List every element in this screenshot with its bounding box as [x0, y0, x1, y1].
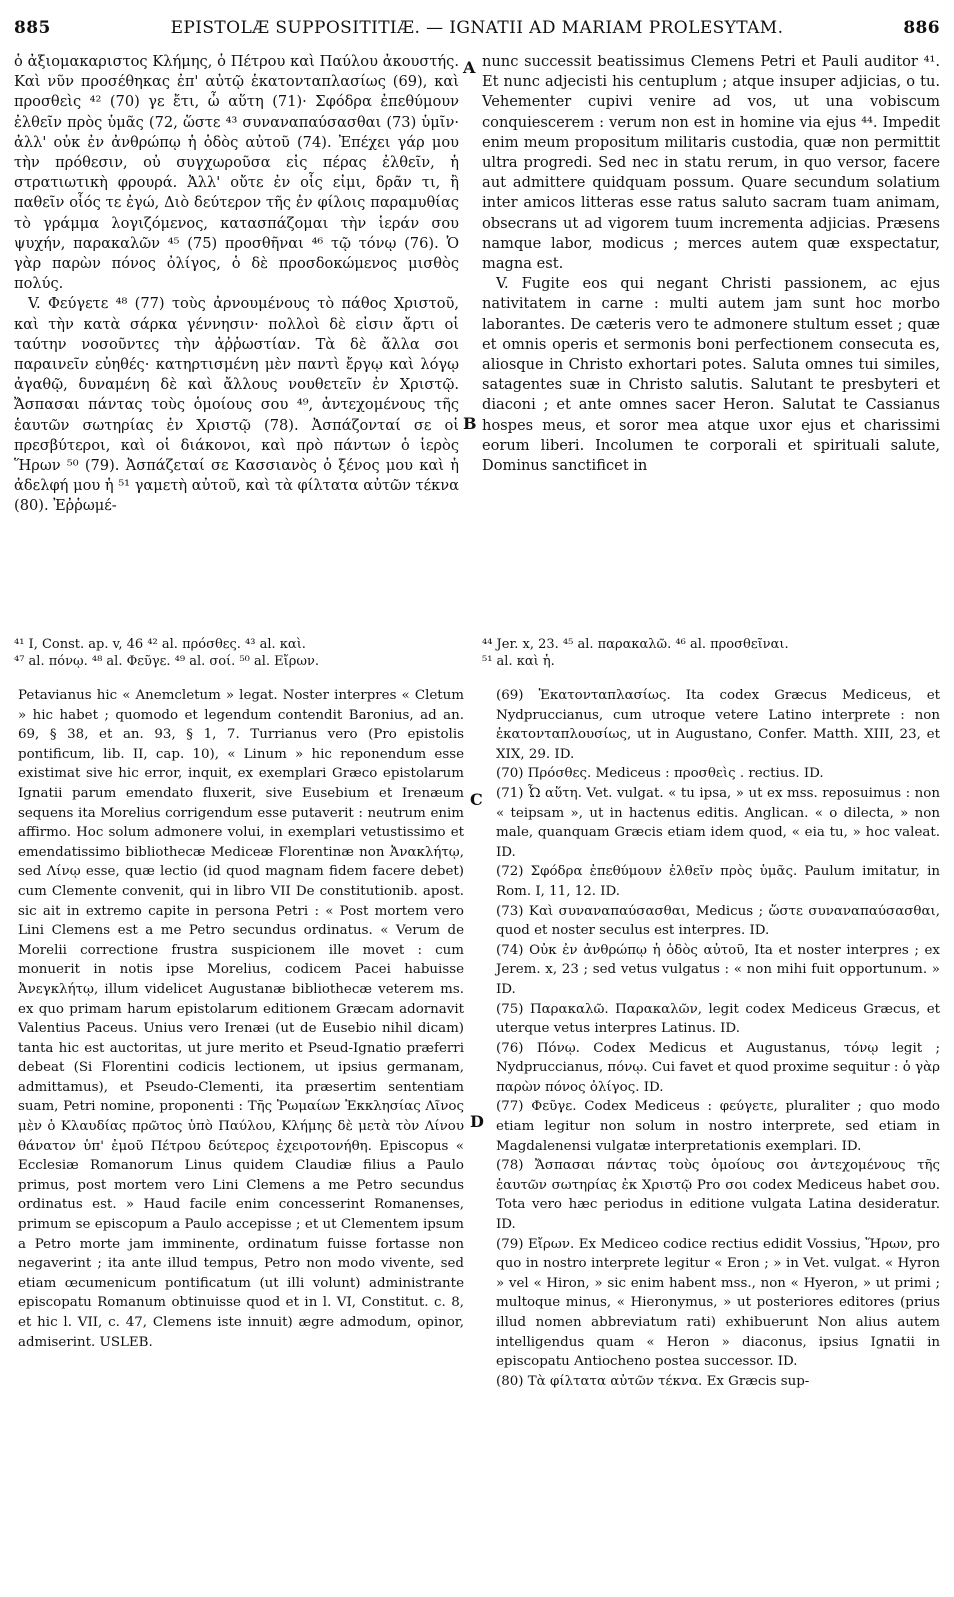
margin-mark-d: D	[470, 1112, 484, 1131]
commentary-right	[496, 686, 940, 1391]
page-number-right: 886	[903, 18, 940, 38]
commentary-note-79: (79) Εἴρων. Ex Mediceo codice rectius edidit Vossius, Ἥρων, pro quo in nostro interprete legitur « Eron ; » in Vet. vulgat. « Hyron » vel « Hiron, » sic enim habent mss., non « Hyeron, » ut primi ; multoque minus, « Hieronymus, » ut posteriores editores (prius illud nomen abbreviatum rati) exhibuerunt Non alius autem intelligendus quam « Heron » diaconus, ipsius Ignatii in episcopatu Antiocheno postea successor. ID.	[496, 1236, 940, 1370]
commentary-note-75: (75) Παρακαλῶ. Παρακαλῶν, legit codex Mediceus Græcus, et uterque vetus interpres Latinus. ID.	[496, 1001, 940, 1037]
footnote-line: ⁴¹ I, Const. ap. v, 46 ⁴² al. πρόσθες. ⁴³ al. καὶ.	[14, 637, 306, 652]
commentary-note-72: (72) Σφόδρα ἐπεθύμουν ἐλθεῖν πρὸς ὑμᾶς. Paulum imitatur, in Rom. I, 11, 12. ID.	[496, 864, 940, 899]
commentary-note-73: (73) Καὶ συναναπαύσασθαι, Medicus ; ὥστε συναναπαύσασθαι, quod et noster seculus est interpres. ID.	[496, 903, 940, 939]
footnote-line: ⁴⁴ Jer. x, 23. ⁴⁵ al. παρακαλῶ. ⁴⁶ al. προσθεῖναι.	[482, 637, 789, 652]
footnote-line: ⁴⁷ al. πόνῳ. ⁴⁸ al. Φεῦγε. ⁴⁹ al. σοί. ⁵⁰ al. Εἴρων.	[14, 654, 320, 669]
commentary-note-78: (78) Ἄσπασαι πάντας τοὺς ὁμοίους σοι ἀντεχομένους τῆς ἑαυτῶν σωτηρίας ἐκ Χριστῷ Pro σοι codex Mediceus habet σου. Tota vero hæc periodus in editione vulgata Latina desideratur. ID.	[496, 1158, 940, 1233]
margin-mark-b: B	[463, 414, 477, 433]
footnotes-left	[14, 636, 474, 670]
latin-paragraph-2: V. Fugite eos qui negant Christi passionem, ac ejus nativitatem in carne : multi autem jam sunt hoc morbo laborantes. De cæteris vero te admonere stultum esset ; quæ et omnis operis et sermonis boni perfectionem consecuta es, aliosque in Christo exhortari potes. Saluta omnes tui similes, satagentes suæ in Christo salutis. Salutant te presbyteri et diaconi ; et ante omnes sacer Heron. Salutat te Cassianus hospes meus, et soror mea atque uxor ejus et charissimi eorum liberi. Incolumen te corporali et spirituali salute, Dominus sanctificet in	[482, 275, 940, 475]
commentary-note-74: (74) Οὐκ ἐν ἀνθρώπῳ ἡ ὁδὸς αὐτοῦ, Ita et noster interpres ; ex Jerem. x, 23 ; sed vetus vulgatus : « non mihi fuit opportunum. » ID.	[496, 942, 940, 997]
commentary-note-77: (77) Φεῦγε. Codex Mediceus : φεύγετε, pluraliter ; quo modo etiam legitur non solum in nostro interprete, sed etiam in Magdalenensi vulgatæ interpretationis exemplari. ID.	[496, 1099, 940, 1154]
running-header	[14, 18, 940, 50]
greek-paragraph-1: ὁ ἀξιομακαριστος Κλήμης, ὁ Πέτρου καὶ Παύλου ἀκουστής. Καὶ νῦν προσέθηκας ἐπ' αὐτῷ ἑκατονταπλασίως (69), καὶ προσθεὶς ⁴² (70) γε ἔτι, ὦ αὕτη (71)· Σφόδρα ἐπεθύμουν ἐλθεῖν πρὸς ὑμᾶς (72, ὥστε ⁴³ συναναπαύσασθαι (73) ὑμῖν· ἀλλ' οὐκ ἐν ἀνθρώπῳ ἡ ὁδὸς αὐτοῦ (74). Ἐπέχει γάρ μου τὴν πρόθεσιν, οὐ συγχωροῦσα εἰς πέρας ἐλθεῖν, ἡ στρατιωτικὴ φρουρά. Ἀλλ' οὔτε ἐν οἷς εἰμι, δρᾶν τι, ἢ παθεῖν οἷός τε ἐγώ, Διὸ δεύτερον τῆς ἐν φίλοις παραμυθίας τὸ γράμμα λογιζόμενος, κατασπάζομαι τὴν ἱεράν σου ψυχήν, παρακαλῶν ⁴⁵ (75) προσθῆναι ⁴⁶ τῷ τόνῳ (76). Ὁ γὰρ παρὼν πόνος ὀλίγος, ὁ δὲ προσδοκώμενος μισθὸς πολύς.	[14, 53, 459, 293]
greek-paragraph-2: V. Φεύγετε ⁴⁸ (77) τοὺς ἀρνουμένους τὸ πάθος Χριστοῦ, καὶ τὴν κατὰ σάρκα γέννησιν· πολλοὶ δὲ εἰσιν ἄρτι οἱ ταύτην νοσοῦντες τὴν ἀῤῥωστίαν. Τὰ δὲ ἄλλα σοι παραινεῖν εὐηθές· κατηρτισμένη μὲν παντὶ ἔργῳ καὶ λόγῳ ἀγαθῷ, δυναμένη δὲ καὶ ἄλλους νουθετεῖν ἐν Χριστῷ. Ἄσπασαι πάντας τοὺς ὁμοίους σου ⁴⁹, ἀντεχομένους τῆς ἑαυτῶν σωτηρίας ἐν Χριστῷ (78). Ἀσπάζονταί σε οἱ πρεσβύτεροι, καὶ οἱ διάκονοι, καὶ πρὸ πάντων ὁ ἱερὸς Ἥρων ⁵⁰ (79). Ἀσπάζεταί σε Κασσιανὸς ὁ ξένος μου καὶ ἡ ἀδελφή μου ἡ ⁵¹ γαμετὴ αὐτοῦ, καὶ τὰ φίλτατα αὐτῶν τέκνα (80). Ἐῤῥωμέ-	[14, 295, 459, 515]
commentary-left	[18, 686, 464, 1352]
footnote-line: ⁵¹ al. καὶ ἡ.	[482, 654, 555, 669]
commentary-note: Petavianus hic « Anemcletum » legat. Noster interpres « Cletum » hic habet ; quomodo et legendum contendit Baronius, ad an. 69, § 38, et an. 93, § 1, 7. Turrianus vero (Pro epistolis pontificum, lib. II, cap. 10), « Linum » hic reponendum esse existimat sive hic error, inquit, ex exemplari Græco epistolarum Ignatii parum emendato fluxerit, sive Eusebium et Irenæum sequens ita Morelius corrigendum esse putaverit : neutrum enim affirmo. Hoc solum admonere volui, in exemplari vetustissimo et emendatissimo bibliothecæ Mediceæ Florentinæ non Ἀνακλήτῳ, sed Λίνῳ esse, quæ lectio (id quod magnam fidem facere debet) cum Clemente convenit, qui in libro VII De constitutionib. apost. sic ait in extremo capite in persona Petri : « Post mortem vero Lini Clemens est a me Petro secundus ordinatus. « Verum de Morelii correctione frustra suspicionem ille movet : cum monuerit in notis ipse Morelius, codicem Pacei habuisse Ἀνεγκλήτῳ, illum videlicet Augustanæ bibliothecæ veterem ms. ex quo primam harum epistolarum editionem Græcam adornavit Valentius Paceus. Unius vero Irenæi (ut de Eusebio nihil dicam) tanta hic est auctoritas, ut jure merito et Pseud-Ignatio præferri debeat (Si Florentini codicis lectionem, ut ipsius germanam, admittamus), et Pseudo-Clementi, ita præsertim sententiam suam, Petri nomine, proponenti : Τῆς Ῥωμαίων Ἐκκλησίας Λῖνος μὲν ὁ Κλαυδίας πρῶτος ὑπὸ Παύλου, Κλήμης δὲ μετὰ τὸν Λίνου θάνατον ὑπ' ἐμοῦ Πέτρου δεύτερος ἐχειροτονήθη. Episcopus « Ecclesiæ Romanorum Linus quidem Claudiæ filius a Paulo primus, post mortem vero Lini Clemens a me Petro secundus ordinatus est. » Haud facile enim concesserint Romanenses, primum se episcopum a Paulo accepisse ; et ut Clementem ipsum a Petro morte jam imminente, ordinatum fuisse fortasse non negaverint ; ita ante illud tempus, Petro non modo vivente, sed etiam œcumenicum pontificatum (ut illi volunt) administrante episcopatu Romanum obtinuisse quod et in l. VI, Constitut. c. 8, et hic l. VII, c. 47, Clemens iste innuit) ægre admodum, opinor, admiserint. USLEB.	[18, 688, 464, 1350]
footnotes-right	[482, 636, 940, 670]
margin-mark-a: A	[463, 58, 476, 77]
greek-column	[14, 52, 459, 517]
commentary-note-71: (71) Ὦ αὕτη. Vet. vulgat. « tu ipsa, » ut ex mss. reposuimus : non « teipsam », ut in hactenus editis. Anglican. « o dilecta, » non male, quanquam Græcis etiam idem quod, « eia tu, » hoc valeat. ID.	[496, 785, 940, 860]
latin-column	[482, 52, 940, 476]
commentary-note-69: (69) Ἑκατονταπλασίως. Ita codex Græcus Mediceus, et Nydpruccianus, cum utroque vetere Latino interprete : non ἑκατονταπλουσίως, ut in Augustano, Confer. Matth. XIII, 23, et XIX, 29. ID.	[496, 688, 940, 762]
running-title: EPISTOLÆ SUPPOSITITIÆ. — IGNATII AD MARIAM PROLESYTAM.	[170, 18, 784, 38]
page-number-left: 885	[14, 18, 51, 38]
commentary-note-76: (76) Πόνῳ. Codex Medicus et Augustanus, τόνῳ legit ; Nydpruccianus, πόνῳ. Cui favet et quod proxime sequitur : ὁ γὰρ παρὼν πόνος ὀλίγος. ID.	[496, 1040, 940, 1095]
commentary-note-70: (70) Πρόσθες. Mediceus : προσθεὶς . rectius. ID.	[496, 766, 824, 782]
margin-mark-c: C	[470, 790, 483, 809]
commentary-note-80: (80) Τὰ φίλτατα αὐτῶν τέκνα. Ex Græcis sup-	[496, 1373, 810, 1389]
latin-paragraph-1: nunc successit beatissimus Clemens Petri et Pauli auditor ⁴¹. Et nunc adjecisti his centuplum ; atque insuper adjicias, o tu. Vehementer cupivi venire ad vos, ut una vobiscum conquiescerem : verum non est in homine via ejus ⁴⁴. Impedit enim meum propositum militaris custodia, quæ non permittit ultra progredi. Sed nec in statu rerum, in quo versor, facere aut admittere quidquam possum. Quare secundum solatium inter amicos litteras esse ratus saluto sacram tuam animam, obsecrans ut ad vigorem tuum incrementa adjicias. Præsens namque labor, modicus ; merces autem quæ exspectatur, magna est.	[482, 53, 940, 273]
